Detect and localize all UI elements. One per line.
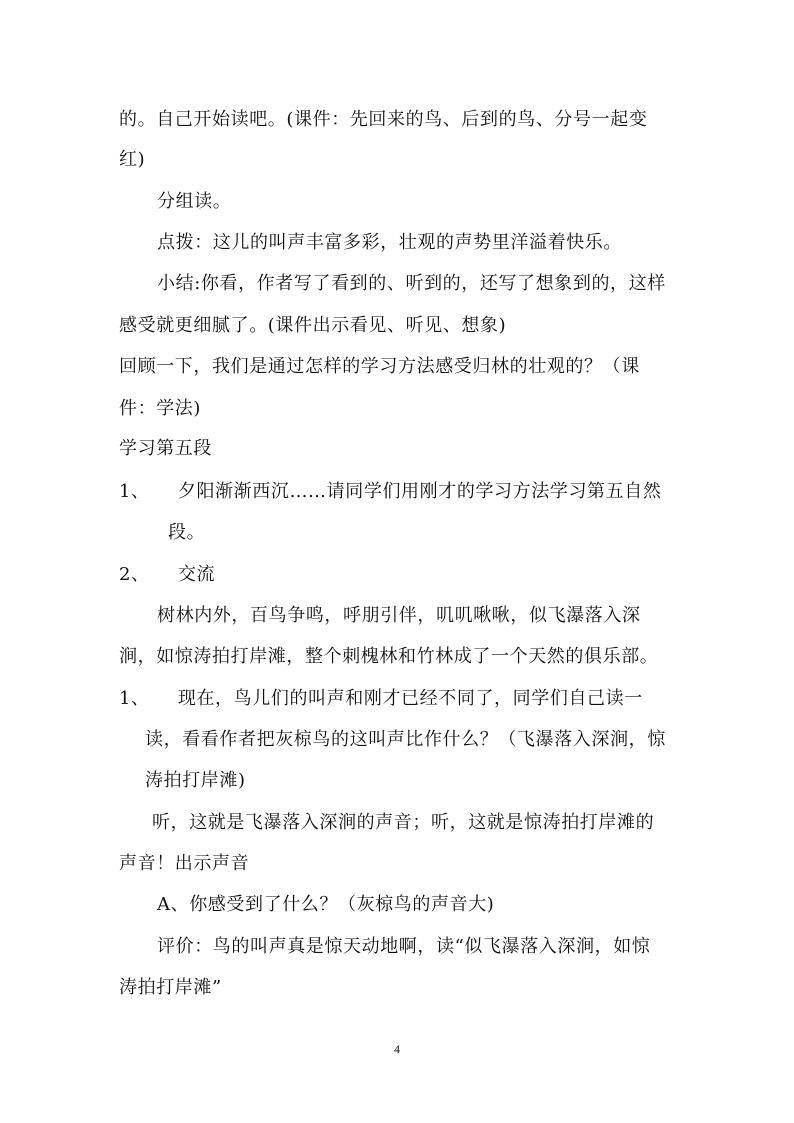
text-line: 红) — [119, 149, 146, 170]
text-line: 听，这就是飞瀑落入深涧的声音；听，这就是惊涛拍打岸滩的 — [152, 812, 655, 833]
text-line: 回顾一下，我们是通过怎样的学习方法感受归林的壮观的？（课 — [119, 356, 640, 377]
text-line: 涧，如惊涛拍打岸滩，整个刺槐林和竹林成了一个天然的俱乐部。 — [119, 646, 659, 667]
section-heading: 学习第五段 — [119, 438, 212, 459]
numbered-item: 1、 现在，鸟儿们的叫声和刚才已经不同了，同学们自己读一 — [119, 688, 643, 709]
text-line: 段。 — [168, 522, 206, 543]
text-line: 件：学法) — [119, 398, 202, 419]
text-line: 涛拍打岸滩” — [119, 977, 222, 998]
numbered-item: 1、 夕阳渐渐西沉……请同学们用刚才的学习方法学习第五自然 — [119, 481, 662, 502]
text-line: 读，看看作者把灰椋鸟的这叫声比作什么？（飞瀑落入深涧，惊 — [145, 729, 666, 750]
numbered-item: 2、 交流 — [119, 564, 216, 585]
text-line: 的。自己开始读吧。(课件：先回来的鸟、后到的鸟、分号一起变 — [119, 109, 648, 130]
text-line: 树林内外，百鸟争鸣，呼朋引伴，叽叽啾啾，似飞瀑落入深 — [157, 605, 641, 626]
text-line: 点拨：这儿的叫声丰富多彩，壮观的声势里洋溢着快乐。 — [157, 232, 622, 253]
text-line: 声音！出示声音 — [119, 853, 250, 874]
page-number: 4 — [394, 1042, 400, 1056]
text-line: A、你感受到了什么？（灰椋鸟的声音大) — [157, 894, 495, 915]
text-line: 涛拍打岸滩) — [145, 770, 246, 791]
text-line: 小结:你看，作者写了看到的、听到的，还写了想象到的，这样 — [157, 273, 666, 294]
text-line: 分组读。 — [157, 191, 232, 212]
text-line: 感受就更细腻了。(课件出示看见、听见、想象) — [119, 315, 507, 336]
text-line: 评价：鸟的叫声真是惊天动地啊，读“似飞瀑落入深涧，如惊 — [157, 936, 651, 957]
